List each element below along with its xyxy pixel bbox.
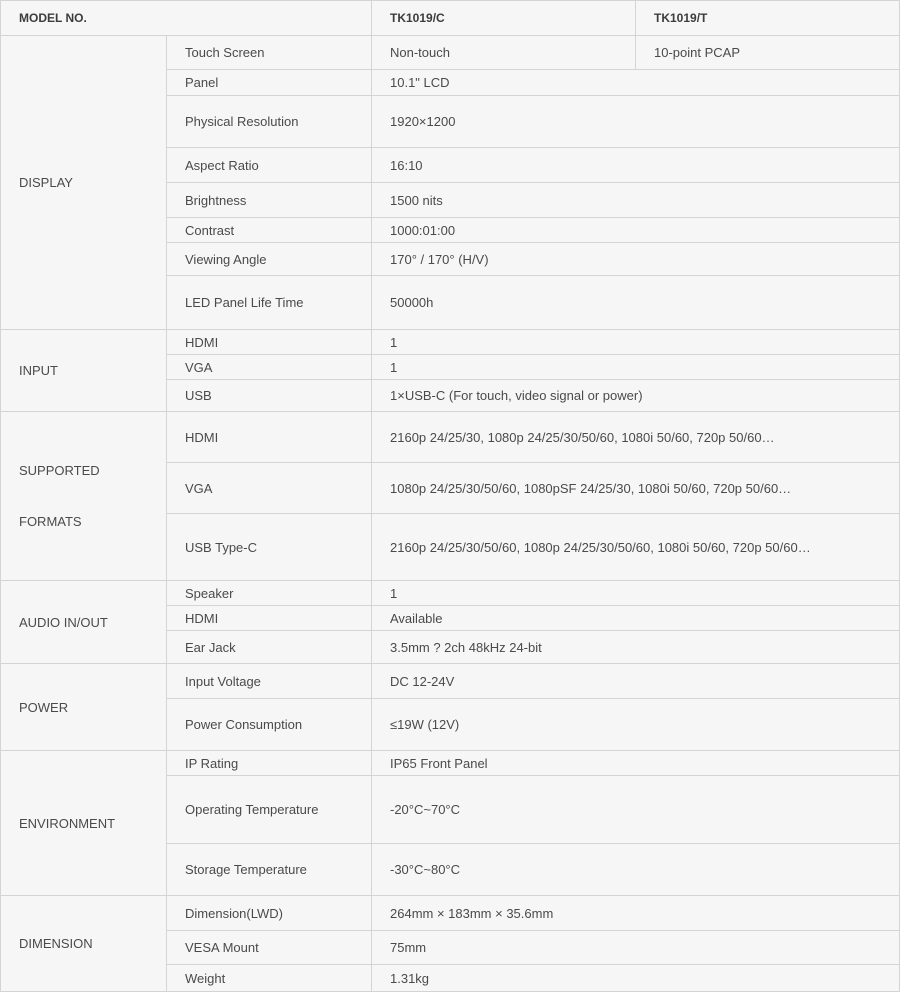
category-environment: ENVIRONMENT [1,751,167,896]
spec-value: 2160p 24/25/30/50/60, 1080p 24/25/30/50/60, 1080i 50/60, 720p 50/60… [372,514,900,581]
table-row [1,664,900,699]
category-display: DISPLAY [1,36,167,330]
table-row [1,330,900,355]
table-row [1,412,900,463]
spec-value: 16:10 [372,148,900,183]
spec-label: VESA Mount [167,931,372,965]
spec-label: Operating Temperature [167,776,372,844]
spec-value: 1×USB-C (For touch, video signal or power) [372,380,900,412]
spec-value: 1080p 24/25/30/50/60, 1080pSF 24/25/30, 1080i 50/60, 720p 50/60… [372,463,900,514]
spec-value: 1500 nits [372,183,900,218]
spec-label: Contrast [167,218,372,243]
table-row [1,896,900,931]
spec-value: Available [372,606,900,631]
spec-value: -30°C~80°C [372,844,900,896]
spec-label: Storage Temperature [167,844,372,896]
spec-value: 264mm × 183mm × 35.6mm [372,896,900,931]
spec-label: HDMI [167,412,372,463]
spec-label: HDMI [167,330,372,355]
spec-value: DC 12-24V [372,664,900,699]
category-line: SUPPORTED [19,462,100,478]
spec-label: Physical Resolution [167,96,372,148]
table-row [1,751,900,776]
spec-value: 170° / 170° (H/V) [372,243,900,276]
spec-value: 10.1" LCD [372,70,900,96]
category-dimension: DIMENSION [1,896,167,992]
spec-label: Power Consumption [167,699,372,751]
model-c-header: TK1019/C [372,1,636,36]
spec-label: Weight [167,965,372,992]
category-power: POWER [1,664,167,751]
spec-value: 1920×1200 [372,96,900,148]
spec-label: LED Panel Life Time [167,276,372,330]
category-input: INPUT [1,330,167,412]
spec-label: Panel [167,70,372,96]
category-line: FORMATS [19,513,82,529]
spec-label: Touch Screen [167,36,372,70]
spec-value: 75mm [372,931,900,965]
spec-label: Brightness [167,183,372,218]
spec-value: 1 [372,355,900,380]
spec-label: USB Type-C [167,514,372,581]
spec-value: IP65 Front Panel [372,751,900,776]
spec-label: Input Voltage [167,664,372,699]
spec-value: ≤19W (12V) [372,699,900,751]
table-row [1,36,900,70]
spec-label: Dimension(LWD) [167,896,372,931]
spec-label: Speaker [167,581,372,606]
spec-value: 10-point PCAP [636,36,900,70]
spec-label: VGA [167,355,372,380]
spec-value: 1.31kg [372,965,900,992]
spec-value: 1 [372,330,900,355]
header-row [1,1,900,36]
spec-value: 3.5mm ? 2ch 48kHz 24-bit [372,631,900,664]
spec-label: VGA [167,463,372,514]
spec-label: Aspect Ratio [167,148,372,183]
category-audio: AUDIO IN/OUT [1,581,167,664]
model-no-label: MODEL NO. [1,1,372,36]
spec-value: 50000h [372,276,900,330]
spec-label: Viewing Angle [167,243,372,276]
spec-label: USB [167,380,372,412]
spec-value: -20°C~70°C [372,776,900,844]
table-row [1,581,900,606]
spec-value: 2160p 24/25/30, 1080p 24/25/30/50/60, 1080i 50/60, 720p 50/60… [372,412,900,463]
spec-value: 1 [372,581,900,606]
category-supported-formats [1,412,167,581]
model-t-header: TK1019/T [636,1,900,36]
spec-label: HDMI [167,606,372,631]
spec-label: Ear Jack [167,631,372,664]
spec-value: Non-touch [372,36,636,70]
spec-label: IP Rating [167,751,372,776]
spec-value: 1000:01:00 [372,218,900,243]
